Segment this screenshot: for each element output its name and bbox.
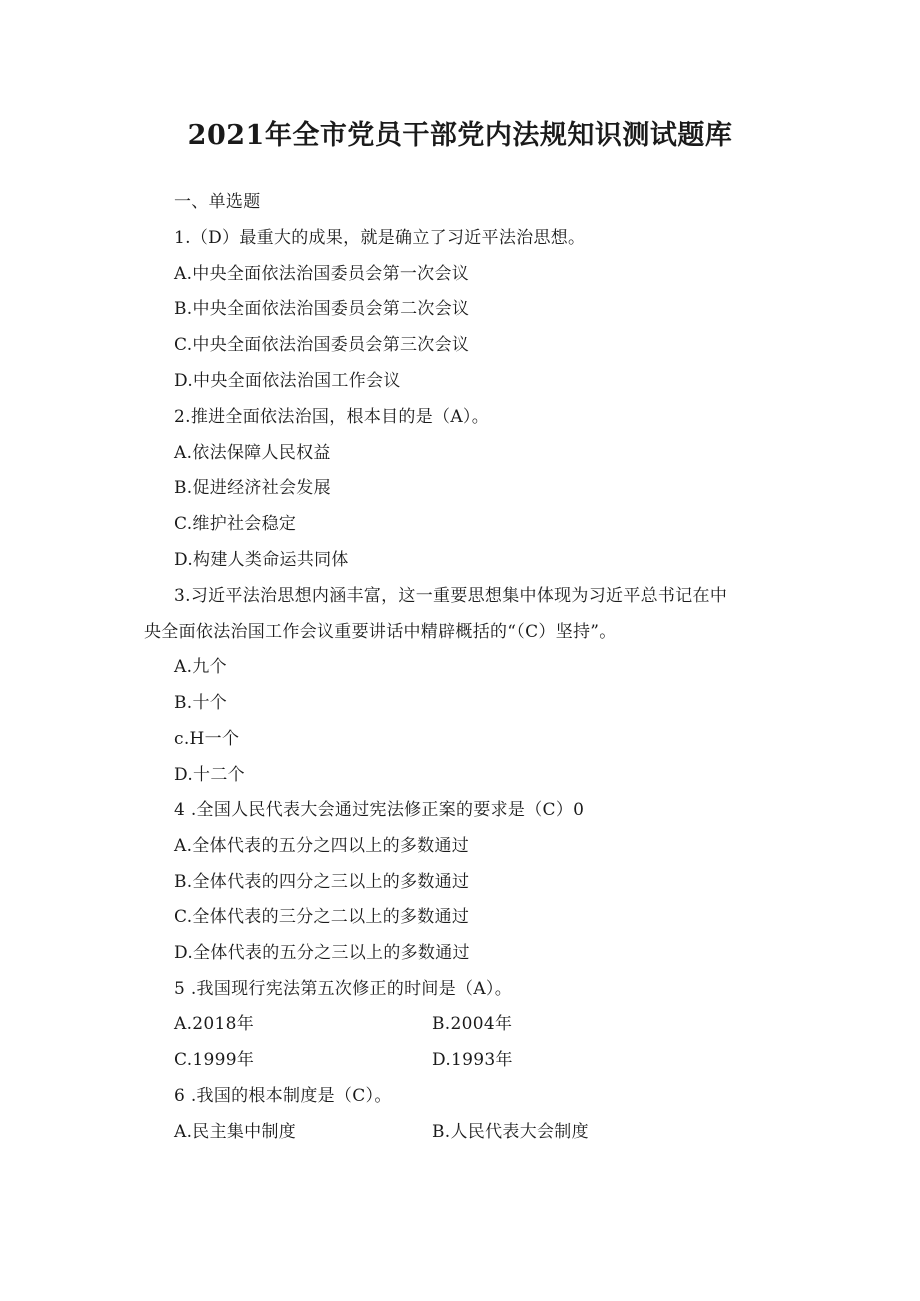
- question-3-stem-line-2: 央全面依法治国工作会议重要讲话中精辟概括的“（C）坚持”。: [144, 622, 617, 642]
- question-1-option-d: D.中央全面依法治国工作会议: [174, 371, 401, 391]
- question-3-stem-line-1: 3.习近平法治思想内涵丰富，这一重要思想集中体现为习近平总书记在中: [174, 586, 728, 606]
- question-3-option-b: B.十个: [174, 693, 228, 713]
- question-4-option-a: A.全体代表的五分之四以上的多数通过: [174, 836, 470, 856]
- question-1-option-c: C.中央全面依法治国委员会第三次会议: [174, 335, 470, 355]
- question-4-option-d: D.全体代表的五分之三以上的多数通过: [174, 943, 470, 963]
- question-2-option-a: A.依法保障人民权益: [174, 443, 331, 463]
- question-6-stem: 6 .我国的根本制度是（C）。: [174, 1086, 392, 1106]
- question-1-option-a: A.中央全面依法治国委员会第一次会议: [174, 264, 470, 284]
- question-4-stem: 4 .全国人民代表大会通过宪法修正案的要求是（C）0: [174, 800, 585, 820]
- question-5-stem: 5 .我国现行宪法第五次修正的时间是（A）。: [174, 979, 512, 999]
- question-3-option-a: A.九个: [174, 657, 227, 677]
- question-4-option-c: C.全体代表的三分之二以上的多数通过: [174, 907, 470, 927]
- question-2-option-b: B.促进经济社会发展: [174, 478, 331, 498]
- question-3-option-c: c.H一个: [174, 729, 240, 749]
- question-5-option-a: A.2018年: [174, 1014, 255, 1034]
- question-6-option-b: B.人民代表大会制度: [432, 1122, 589, 1142]
- question-3-option-d: D.十二个: [174, 765, 245, 785]
- question-5-option-b: B.2004年: [432, 1014, 513, 1034]
- question-2-option-c: C.维护社会稳定: [174, 514, 297, 534]
- question-2-option-d: D.构建人类命运共同体: [174, 550, 349, 570]
- section-heading: 一、单选题: [174, 192, 261, 212]
- question-2-stem: 2.推进全面依法治国，根本目的是（A）。: [174, 407, 489, 427]
- question-1-option-b: B.中央全面依法治国委员会第二次会议: [174, 299, 470, 319]
- question-1-stem: 1.（D）最重大的成果，就是确立了习近平法治思想。: [174, 228, 586, 248]
- question-4-option-b: B.全体代表的四分之三以上的多数通过: [174, 872, 470, 892]
- question-5-option-d: D.1993年: [432, 1050, 513, 1070]
- document-title: 2021年全市党员干部党内法规知识测试题库: [187, 120, 733, 151]
- question-5-option-c: C.1999年: [174, 1050, 255, 1070]
- question-6-option-a: A.民主集中制度: [174, 1122, 297, 1142]
